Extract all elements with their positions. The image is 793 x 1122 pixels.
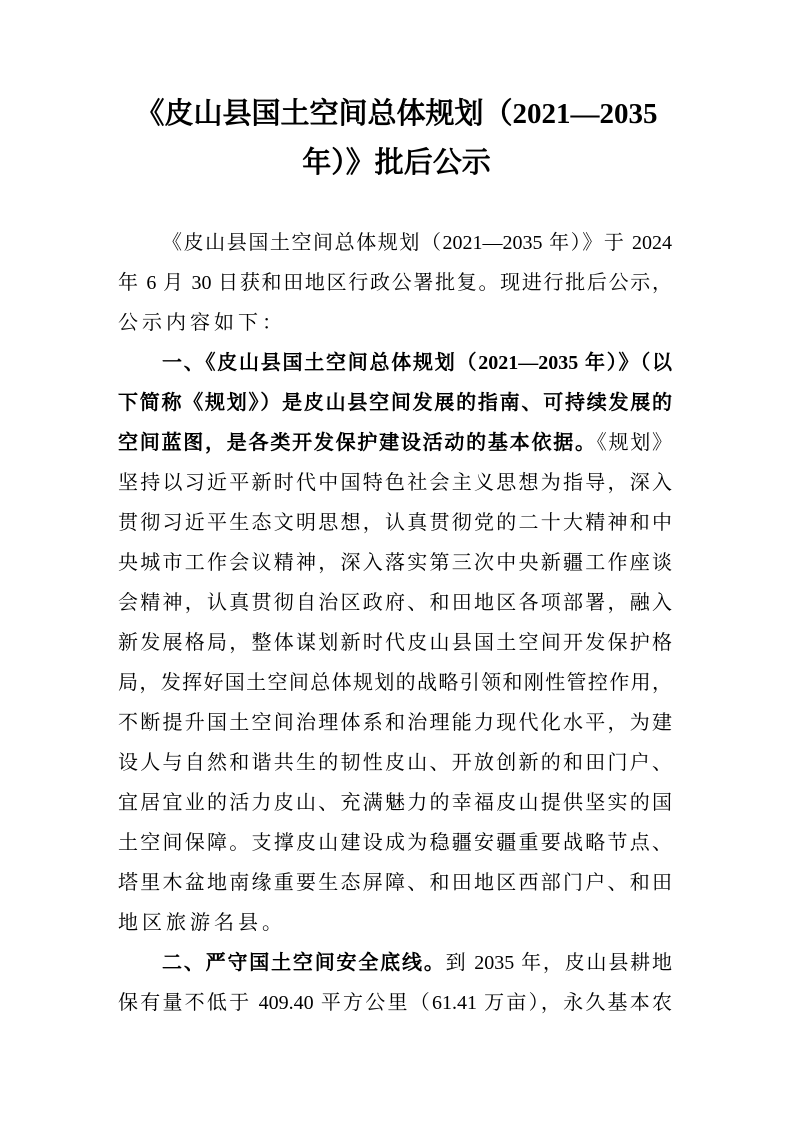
text-run: 公示内容如下： (118, 312, 286, 334)
text-line (118, 703, 672, 743)
text-run: 土空间保障。支撑皮山建设成为稳疆安疆重要战略节点、 (118, 832, 672, 854)
bold-text-run: 一、《皮山县国土空间总体规划（2021—2035 年）》（以 (162, 352, 672, 374)
text-run: 新发展格局，整体谋划新时代皮山县国土空间开发保护格 (118, 632, 672, 654)
bold-text-run: 二、严守国土空间安全底线。 (162, 952, 446, 974)
text-run: 会精神，认真贯彻自治区政府、和田地区各项部署，融入 (118, 592, 672, 614)
text-line (118, 503, 672, 543)
document-title (60, 0, 733, 188)
text-line (118, 423, 672, 463)
bold-text-run: 空间蓝图，是各类开发保护建设活动的基本依据。 (118, 432, 597, 454)
text-run: 到 2035 年，皮山县耕地 (445, 952, 673, 974)
text-line (118, 783, 672, 823)
bold-text-run: 下简称《规划》）是皮山县空间发展的指南、可持续发展的 (118, 392, 672, 414)
document-title-line-2: 年）》批后公示 (302, 147, 491, 179)
text-line (118, 943, 672, 983)
text-line (118, 863, 672, 903)
text-run: 贯彻习近平生态文明思想，认真贯彻党的二十大精神和中 (118, 512, 672, 534)
paragraph (118, 223, 672, 343)
text-line (118, 543, 672, 583)
text-line (118, 743, 672, 783)
text-line (118, 303, 672, 343)
text-line (118, 343, 672, 383)
text-line (118, 383, 672, 423)
document-title-line-1: 《皮山县国土空间总体规划（2021—2035 (135, 98, 658, 130)
text-run: 保有量不低于 409.40 平方公里（61.41 万亩），永久基本农 (118, 992, 672, 1014)
text-run: 局，发挥好国土空间总体规划的战略引领和刚性管控作用， (118, 672, 672, 694)
text-line (118, 903, 672, 943)
paragraph (118, 343, 672, 943)
text-run: 《皮山县国土空间总体规划（2021—2035 年）》于 2024 (162, 232, 672, 254)
text-line (118, 263, 672, 303)
text-line (118, 823, 672, 863)
text-line (118, 223, 672, 263)
paragraph (118, 943, 672, 1023)
text-line (118, 983, 672, 1023)
text-run: 央城市工作会议精神，深入落实第三次中央新疆工作座谈 (118, 552, 672, 574)
text-run: 不断提升国土空间治理体系和治理能力现代化水平，为建 (118, 712, 672, 734)
text-run: 宜居宜业的活力皮山、充满魅力的幸福皮山提供坚实的国 (118, 792, 672, 814)
text-run: 设人与自然和谐共生的韧性皮山、开放创新的和田门户、 (118, 752, 672, 774)
text-run: 年 6 月 30 日获和田地区行政公署批复。现进行批后公示， (118, 272, 672, 294)
text-run: 《规划》 (596, 432, 673, 454)
text-line (118, 623, 672, 663)
text-line (118, 663, 672, 703)
text-line (118, 463, 672, 503)
text-line (118, 583, 672, 623)
document-body (118, 223, 672, 1023)
text-run: 地区旅游名县。 (118, 912, 286, 934)
text-run: 坚持以习近平新时代中国特色社会主义思想为指导，深入 (118, 472, 672, 494)
text-run: 塔里木盆地南缘重要生态屏障、和田地区西部门户、和田 (118, 872, 672, 894)
